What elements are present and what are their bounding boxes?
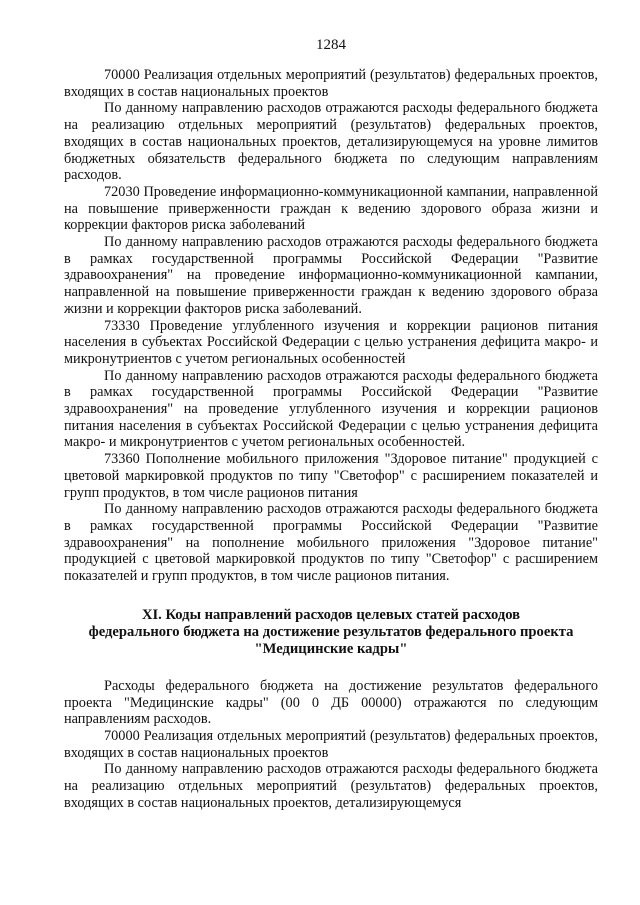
paragraph-73330-description: По данному направлению расходов отражаются расходы федерального бюджета в рамках государственной программы Российской Федерации "Развитие здравоохранения" на проведение углубленного изучения и коррекции рационов питания населения в субъектах Российской Федерации с целью устранения дефицита макро- и микронутриентов с учетом региональных особенностей. — [64, 367, 598, 451]
paragraph-70000-description-2: По данному направлению расходов отражаются расходы федерального бюджета на реализацию отдельных мероприятий (результатов) федеральных проектов, входящих в состав национальных проектов, детализирующемуся — [64, 761, 598, 811]
paragraph-section-intro: Расходы федерального бюджета на достижение результатов федерального проекта "Медицинские кадры" (00 0 ДБ 00000) отражаются по следующим направлениям расходов. — [64, 677, 598, 728]
section-heading-line-3: "Медицинские кадры" — [254, 640, 408, 657]
paragraph-73330-title: 73330 Проведение углубленного изучения и коррекции рационов питания населения в субъектах Российской Федерации с целью устранения дефицита макро- и микронутриентов с учетом региональных особенностей — [64, 317, 598, 367]
paragraph-70000-title-2: 70000 Реализация отдельных мероприятий (результатов) федеральных проектов, входящих в состав национальных проектов — [64, 727, 598, 761]
paragraph-72030-description: По данному направлению расходов отражаются расходы федерального бюджета в рамках государственной программы Российской Федерации "Развитие здравоохранения" на проведение информационно-коммуникационной кампании, направленной на повышение приверженности граждан к ведению здорового образа жизни и коррекции факторов риска заболеваний. — [64, 234, 598, 317]
section-heading-line-1: XI. Коды направлений расходов целевых статей расходов — [141, 606, 521, 623]
section-heading-line-2: федерального бюджета на достижение результатов федерального проекта — [88, 623, 574, 640]
page-number: 1284 — [316, 37, 346, 53]
paragraph-72030-title: 72030 Проведение информационно-коммуникационной кампании, направленной на повышение приверженности граждан к ведению здорового образа жизни и коррекции факторов риска заболеваний — [64, 183, 598, 234]
section-heading-xi — [64, 607, 598, 658]
paragraph-70000-title: 70000 Реализация отдельных мероприятий (результатов) федеральных проектов, входящих в состав национальных проектов — [64, 67, 598, 100]
paragraph-73360-description: По данному направлению расходов отражаются расходы федерального бюджета в рамках государственной программы Российской Федерации "Развитие здравоохранения" на пополнение мобильного приложения "Здоровое питание" продукцией с цветовой маркировкой продуктов по типу "Светофор" с расширением показателей и групп продуктов, в том числе рационов питания. — [64, 501, 598, 585]
paragraph-73360-title: 73360 Пополнение мобильного приложения "Здоровое питание" продукцией с цветовой маркировкой продуктов по типу "Светофор" с расширением показателей и групп продуктов, в том числе рационов питания — [64, 451, 598, 501]
paragraph-70000-description: По данному направлению расходов отражаются расходы федерального бюджета на реализацию отдельных мероприятий (результатов) федеральных проектов, входящих в состав национальных проектов, детализирующемуся на уровне лимитов бюджетных обязательств федерального бюджета по следующим направлениям расходов. — [64, 100, 598, 184]
